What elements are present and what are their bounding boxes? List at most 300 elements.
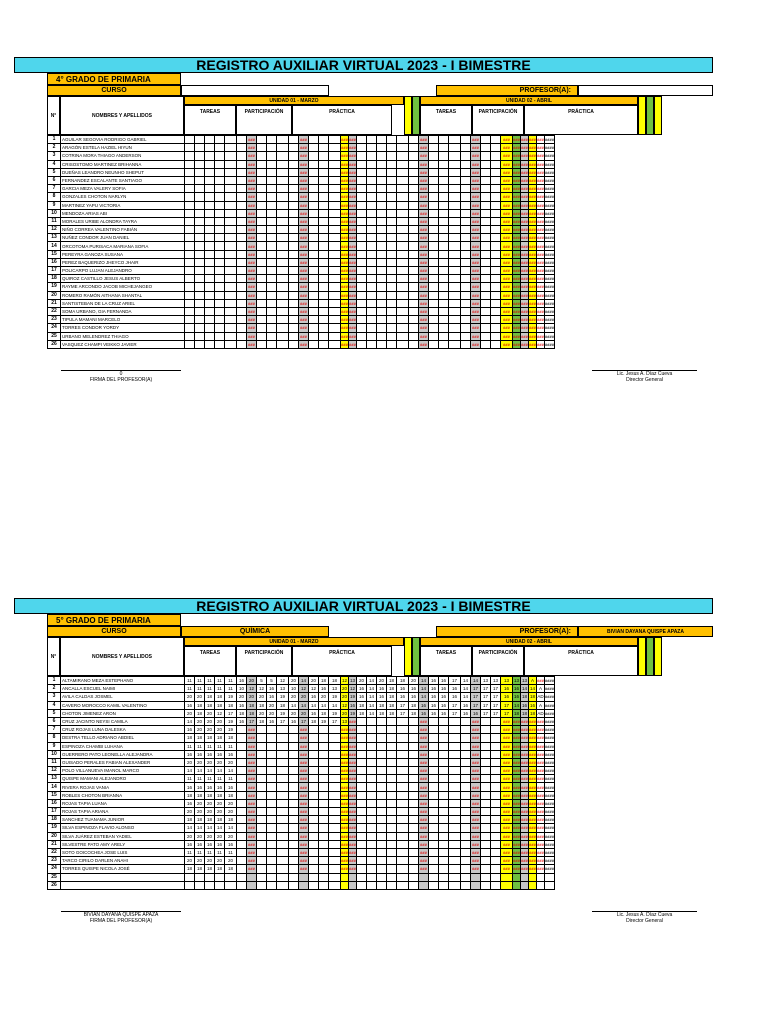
grade-cell: [357, 201, 367, 209]
grade-cell: [257, 201, 267, 209]
grade-cell: [349, 750, 357, 758]
error-placeholder: ###: [521, 300, 528, 306]
grade-cell: [521, 734, 529, 742]
grade-cell: [319, 185, 329, 193]
grade-cell: [529, 283, 537, 291]
grade-cell: [545, 848, 555, 856]
grade-cell: [387, 201, 397, 209]
error-placeholder: ###: [341, 243, 348, 249]
grade-cell: [449, 234, 461, 242]
grade-cell: [471, 258, 481, 266]
grade-cell: [439, 857, 449, 865]
grade-cell: [205, 201, 215, 209]
error-placeholder: ###: [349, 210, 356, 216]
student-name: MARTINEZ YAPU VICTORIA: [61, 201, 185, 209]
grade-cell: [367, 332, 377, 340]
error-placeholder: ###: [537, 833, 544, 839]
grade-cell: [309, 217, 319, 225]
grade-cell: 20: [205, 726, 215, 734]
grade-cell: [409, 750, 419, 758]
error-placeholder: ###: [300, 227, 307, 233]
error-placeholder: ###: [537, 161, 544, 167]
grade-cell: [267, 234, 277, 242]
grade-cell: [367, 808, 377, 816]
grade-cell: [397, 185, 409, 193]
grade-cell: [357, 848, 367, 856]
grade-cell: [397, 791, 409, 799]
error-placeholder: ###: [472, 161, 479, 167]
grade-cell: [521, 840, 529, 848]
error-placeholder: ###: [537, 227, 544, 233]
error-placeholder: ###: [349, 743, 356, 749]
error-placeholder: ###: [341, 792, 348, 798]
grade-cell: [267, 283, 277, 291]
summary-col-header: [646, 637, 654, 676]
grade-cell: 18: [225, 701, 237, 709]
grade-cell: 14: [225, 824, 237, 832]
grade-cell: [299, 250, 309, 258]
student-name: QUIROZ CASTILLO JESUS ALBERTO: [61, 275, 185, 283]
grade-cell: 18: [277, 701, 289, 709]
grade-cell: [247, 783, 257, 791]
grade-cell: [319, 283, 329, 291]
grade-cell: [299, 857, 309, 865]
grade-cell: [329, 824, 341, 832]
sub-header-participacion: PARTICIPACIÓN: [472, 105, 524, 135]
grade-cell: [341, 881, 349, 889]
grade-cell: [329, 316, 341, 324]
student-name: NUÑEZ CONDOR JUAN DANIEL: [61, 234, 185, 242]
grade-cell: [501, 332, 513, 340]
grade-cell: [319, 242, 329, 250]
grade-cell: [501, 316, 513, 324]
grade-cell: 20: [195, 726, 205, 734]
grade-cell: [237, 250, 247, 258]
error-placeholder: ###: [248, 210, 255, 216]
grade-cell: [461, 234, 471, 242]
grade-cell: 14: [185, 824, 195, 832]
error-placeholder: ###: [300, 202, 307, 208]
grade-cell: 20: [195, 808, 205, 816]
grade-cell: [387, 242, 397, 250]
grade-cell: [349, 299, 357, 307]
grade-cell: [299, 258, 309, 266]
error-placeholder: ####: [545, 341, 554, 347]
grade-cell: [367, 340, 377, 348]
grade-cell: [521, 881, 529, 889]
grade-cell: [357, 275, 367, 283]
error-placeholder: ###: [472, 858, 479, 864]
error-placeholder: ###: [537, 325, 544, 331]
grade-cell: [357, 193, 367, 201]
grade-cell: 14: [419, 685, 429, 693]
grade-cell: [409, 824, 419, 832]
grade-cell: [545, 242, 555, 250]
grade-cell: [319, 144, 329, 152]
grade-cell: [449, 881, 461, 889]
grade-cell: 20: [225, 799, 237, 807]
grade-cell: 13: [501, 677, 513, 685]
grade-cell: [513, 291, 521, 299]
grade-cell: [195, 250, 205, 258]
grade-cell: [205, 234, 215, 242]
error-placeholder: ###: [503, 341, 510, 347]
grade-cell: [461, 144, 471, 152]
summary-col-header: [404, 96, 412, 135]
grade-cell: [289, 152, 299, 160]
grade-cell: [341, 848, 349, 856]
error-placeholder: ###: [420, 186, 427, 192]
error-placeholder: ####: [545, 710, 554, 716]
grade-cell: 20: [205, 717, 215, 725]
grade-cell: [367, 168, 377, 176]
grade-cell: [357, 168, 367, 176]
grade-cell: [409, 275, 419, 283]
grade-cell: 20: [289, 709, 299, 717]
grade-cell: [341, 185, 349, 193]
table-row: [48, 848, 555, 856]
grade-cell: [521, 258, 529, 266]
grade-cell: 14: [367, 709, 377, 717]
error-placeholder: ###: [513, 735, 520, 741]
table-row: [48, 799, 555, 807]
grade-cell: [449, 799, 461, 807]
error-placeholder: ###: [248, 243, 255, 249]
grade-cell: [309, 152, 319, 160]
grade-cell: [257, 857, 267, 865]
grade-cell: [419, 750, 429, 758]
grade-cell: [237, 857, 247, 865]
student-name: [61, 881, 185, 889]
signature-right-role: Director General: [626, 918, 663, 925]
grade-cell: 20: [247, 693, 257, 701]
grade-cell: [397, 808, 409, 816]
grade-cell: [409, 799, 419, 807]
error-placeholder: ###: [513, 317, 520, 323]
grade-cell: 16: [409, 693, 419, 701]
error-placeholder: ###: [420, 743, 427, 749]
grade-cell: [387, 136, 397, 144]
error-placeholder: ###: [529, 268, 536, 274]
error-placeholder: ###: [537, 137, 544, 143]
grade-cell: [377, 234, 387, 242]
grade-cell: [513, 176, 521, 184]
error-placeholder: ###: [503, 178, 510, 184]
error-placeholder: ###: [513, 218, 520, 224]
error-placeholder: ###: [349, 727, 356, 733]
grade-cell: 18: [195, 734, 205, 742]
error-placeholder: ####: [545, 678, 554, 684]
grade-cell: [205, 873, 215, 881]
grade-cell: [329, 258, 341, 266]
summary-col-header: [412, 637, 420, 676]
grade-cell: [537, 185, 545, 193]
grade-cell: [409, 152, 419, 160]
grade-cell: [185, 332, 195, 340]
table-row: [48, 677, 555, 685]
grade-cell: [521, 791, 529, 799]
grade-cell: [257, 160, 267, 168]
grade-cell: 16: [267, 717, 277, 725]
error-placeholder: ###: [521, 727, 528, 733]
table-row: [48, 824, 555, 832]
grade-cell: [289, 283, 299, 291]
grade-cell: [357, 217, 367, 225]
grade-cell: [501, 234, 513, 242]
error-placeholder: ###: [300, 825, 307, 831]
grade-cell: [529, 209, 537, 217]
grade-cell: [521, 316, 529, 324]
grade-cell: [409, 217, 419, 225]
grade-cell: [257, 217, 267, 225]
grade-cell: [545, 734, 555, 742]
grade-cell: [237, 316, 247, 324]
grade-cell: [299, 799, 309, 807]
grade-cell: [319, 136, 329, 144]
grade-cell: 18: [409, 709, 419, 717]
error-placeholder: ###: [521, 251, 528, 257]
grade-cell: [185, 250, 195, 258]
error-placeholder: ###: [248, 259, 255, 265]
student-name: PEREZ BAQUERIZO JHEYCO JHAIR: [61, 258, 185, 266]
grade-cell: [341, 873, 349, 881]
grade-cell: [329, 865, 341, 873]
grade-cell: [349, 340, 357, 348]
grade-cell: [289, 832, 299, 840]
grade-cell: [537, 750, 545, 758]
grade-cell: [537, 734, 545, 742]
error-placeholder: ###: [341, 161, 348, 167]
error-placeholder: ###: [420, 768, 427, 774]
grade-cell: [387, 750, 397, 758]
error-placeholder: ###: [513, 169, 520, 175]
grade-cell: [397, 824, 409, 832]
grade-cell: 20: [341, 710, 347, 716]
grade-cell: 14: [205, 824, 215, 832]
grade-cell: [481, 168, 491, 176]
grade-cell: [237, 340, 247, 348]
grade-cell: [319, 332, 329, 340]
grade-cell: 18: [319, 709, 329, 717]
grade-cell: [529, 832, 537, 840]
error-placeholder: ###: [341, 833, 348, 839]
error-placeholder: ###: [472, 194, 479, 200]
grade-cell: [341, 258, 349, 266]
grade-cell: [341, 324, 349, 332]
error-placeholder: ###: [300, 235, 307, 241]
table-row: [48, 742, 555, 750]
grade-cell: [409, 307, 419, 315]
grade-cell: 16: [471, 709, 481, 717]
grade-cell: [329, 750, 341, 758]
grade-cell: [377, 881, 387, 889]
error-placeholder: ###: [300, 276, 307, 282]
grade-cell: [329, 799, 341, 807]
signature-right-name: Lic. Jesus A. Díaz Cueva: [616, 371, 673, 378]
grade-cell: 19: [225, 717, 237, 725]
grade-cell: [237, 299, 247, 307]
error-placeholder: ###: [521, 235, 528, 241]
grade-cell: [257, 324, 267, 332]
grade-cell: [341, 791, 349, 799]
table-row: [48, 201, 555, 209]
grade-cell: [377, 332, 387, 340]
grade-cell: [529, 340, 537, 348]
student-name: SOTO GOICOCHEA JOSE LUIS: [61, 848, 185, 856]
grade-cell: [521, 193, 529, 201]
grade-cell: [225, 873, 237, 881]
grade-cell: [349, 775, 357, 783]
row-number: 7: [48, 726, 61, 734]
grade-cell: [215, 275, 225, 283]
grade-cell: [529, 291, 537, 299]
grade-cell: [277, 193, 289, 201]
grade-cell: [491, 742, 501, 750]
error-placeholder: ###: [537, 300, 544, 306]
grade-cell: [439, 332, 449, 340]
grade-cell: [257, 881, 267, 889]
grade-cell: [409, 717, 419, 725]
error-placeholder: ###: [341, 169, 348, 175]
grade-cell: [357, 808, 367, 816]
grade-cell: 20: [205, 857, 215, 865]
grade-cell: [195, 152, 205, 160]
grade-cell: [289, 275, 299, 283]
grade-cell: [185, 144, 195, 152]
student-name: [61, 873, 185, 881]
grade-cell: [419, 217, 429, 225]
grade-cell: [513, 832, 521, 840]
grade-cell: [449, 160, 461, 168]
grade-cell: [185, 217, 195, 225]
grade-cell: [377, 857, 387, 865]
grade-cell: [449, 201, 461, 209]
grade-cell: [299, 332, 309, 340]
grade-cell: [195, 168, 205, 176]
grade-cell: 18: [513, 710, 519, 716]
grade-cell: [537, 217, 545, 225]
grade-cell: [267, 750, 277, 758]
grade-cell: [529, 160, 537, 168]
grade-cell: [357, 816, 367, 824]
grade-cell: [439, 234, 449, 242]
grade-cell: [247, 258, 257, 266]
grade-cell: [237, 791, 247, 799]
grade-cell: [247, 217, 257, 225]
grade-cell: 16: [237, 701, 247, 709]
grade-cell: [513, 340, 521, 348]
grade-cell: [481, 226, 491, 234]
grade-cell: [257, 316, 267, 324]
grade-cell: [449, 291, 461, 299]
grade-cell: [491, 242, 501, 250]
grade-cell: [521, 808, 529, 816]
grade-cell: [461, 193, 471, 201]
grade-cell: [349, 152, 357, 160]
table-row: [48, 808, 555, 816]
error-placeholder: ###: [300, 161, 307, 167]
grade-cell: [357, 742, 367, 750]
grade-cell: [397, 848, 409, 856]
grade-cell: [367, 275, 377, 283]
grade-cell: [195, 176, 205, 184]
grade-cell: [439, 840, 449, 848]
error-placeholder: ###: [300, 325, 307, 331]
grade-cell: [257, 168, 267, 176]
student-name: VASQUEZ CHAMPI VEIKKO JAVIER: [61, 340, 185, 348]
error-placeholder: ###: [341, 178, 348, 184]
grade-cell: [521, 832, 529, 840]
grade-cell: [289, 750, 299, 758]
error-placeholder: ###: [349, 817, 356, 823]
grade-cell: [491, 324, 501, 332]
grade-cell: [429, 808, 439, 816]
grade-cell: [439, 881, 449, 889]
grade-cell: 18: [247, 709, 257, 717]
grade-cell: [309, 209, 319, 217]
grade-cell: [461, 136, 471, 144]
row-number: 4: [48, 701, 61, 709]
grade-cell: 20: [357, 677, 367, 685]
grade-cell: 14: [195, 824, 205, 832]
grade-cell: [521, 217, 529, 225]
grade-cell: 17: [501, 709, 513, 717]
grade-cell: 14: [205, 767, 215, 775]
grade-cell: [205, 242, 215, 250]
error-placeholder: ###: [472, 186, 479, 192]
grade-cell: 18: [195, 701, 205, 709]
error-placeholder: ###: [472, 276, 479, 282]
error-placeholder: ###: [349, 292, 356, 298]
grade-cell: [185, 340, 195, 348]
error-placeholder: ###: [420, 759, 427, 765]
grade-cell: [545, 767, 555, 775]
error-placeholder: ###: [521, 841, 528, 847]
row-number: 16: [48, 258, 61, 266]
grade-cell: [195, 242, 205, 250]
grade-cell: [429, 144, 439, 152]
grade-cell: [225, 144, 237, 152]
error-placeholder: ###: [341, 858, 348, 864]
grade-cell: [225, 201, 237, 209]
grade-cell: [277, 324, 289, 332]
error-placeholder: ###: [248, 858, 255, 864]
grade-cell: [277, 865, 289, 873]
grade-cell: 14: [471, 677, 481, 685]
grade-cell: [329, 185, 341, 193]
grade-cell: [341, 865, 349, 873]
table-row: [48, 193, 555, 201]
grade-cell: [195, 307, 205, 315]
error-placeholder: ###: [513, 825, 520, 831]
grade-cell: [185, 299, 195, 307]
grade-cell: [419, 332, 429, 340]
grade-cell: [521, 742, 529, 750]
table-row: [48, 160, 555, 168]
error-placeholder: ###: [420, 259, 427, 265]
grade-cell: [521, 136, 529, 144]
grade-cell: [481, 307, 491, 315]
error-placeholder: ###: [521, 186, 528, 192]
error-placeholder: ###: [513, 227, 520, 233]
grade-cell: [429, 217, 439, 225]
error-placeholder: ###: [349, 858, 356, 864]
grade-cell: [471, 242, 481, 250]
grade-cell: [537, 873, 545, 881]
grade-cell: 20: [185, 857, 195, 865]
grade-cell: [521, 717, 529, 725]
grade-cell: 12: [349, 686, 355, 692]
